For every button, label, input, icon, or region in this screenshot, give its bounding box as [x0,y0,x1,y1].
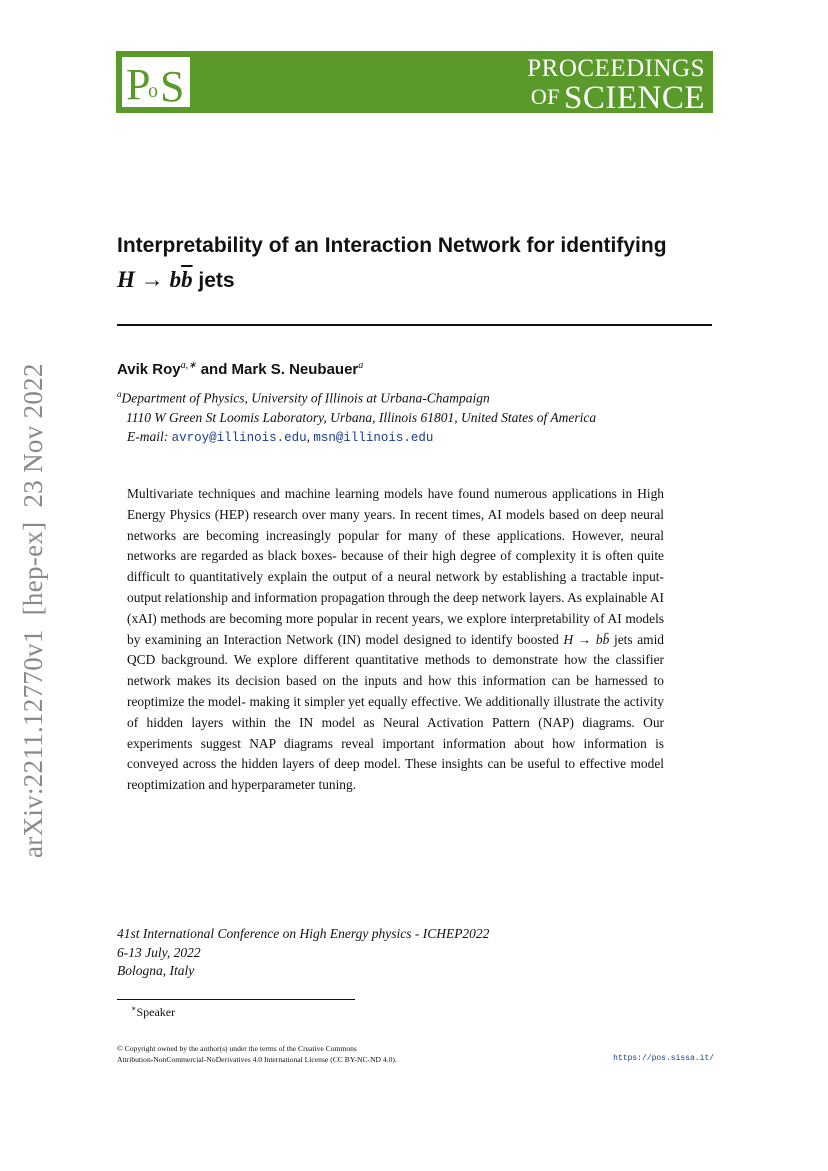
brand-science-line [527,82,705,115]
arxiv-date: 23 Nov 2022 [18,363,48,508]
affiliation-marker: a [117,389,122,399]
affiliation-line1: Department of Physics, University of Illinois at Urbana-Champaign [121,390,490,406]
paper-title [117,229,717,298]
title-math-bbar: $\overline{b}$ [181,267,193,292]
copyright-notice [117,1043,397,1065]
title-math-arrow: → [140,267,164,292]
author-list [117,360,363,378]
abstract-text-part1: Multivariate techniques and machine learning models have found numerous applications in High Energy Physics (HEP) research over many years. In recent times, AI models based on deep neural networks are becoming increasingly popular for many of these applications. However, neural networks are regarded as black boxes- because of their high degree of complexity it is often quite difficult to quantitatively explain the output of a neural network by establishing a tractable input-output relationship and information propagation through the deep network layers. As explainable AI (xAI) methods are becoming more popular in recent years, we explore interpretability of AI models by examining an Interaction Network (IN) model designed to identify boosted [127,486,664,647]
conference-dates: 6-13 July, 2022 [117,944,201,960]
copyright-line1: © Copyright owned by the author(s) under the terms of the Creative Commons [117,1044,357,1053]
brand-proceedings: PROCEEDINGS [527,55,705,82]
abstract-math: H → bb̄ [563,631,610,647]
footnote [131,1004,175,1020]
title-math-b: b [169,267,182,292]
proceedings-of-science-wordmark [527,53,705,115]
affiliation [117,385,596,427]
abstract-text-part2: jets amid QCD background. We explore different quantitative methods to demonstrate how the classifier network makes its decision based on the inputs and how this information can be harnessed to reoptimize the model- making it simpler yet equally effective. We additionally illustrate the activity of hidden layers within the IN model as Neural Activation Pattern (NAP) diagrams. Our experiments suggest NAP diagrams reveal important information about how information is conveyed across the hidden layers of deep model. These insights can be useful to effective model reoptimization and hyperparameter tuning. [127,631,664,793]
title-divider [117,324,712,326]
title-line1: Interpretability of an Interaction Network for identifying [117,234,667,257]
title-line2 [117,263,717,298]
footnote-text: Speaker [136,1005,176,1019]
svg-text:P: P [126,60,151,107]
abstract [127,484,664,796]
email-link-1[interactable]: avroy@illinois.edu [171,431,307,445]
conference-info [117,925,489,981]
svg-text:o: o [148,80,158,102]
conference-name: 41st International Conference on High Energy physics - ICHEP2022 [117,926,490,941]
pos-url-link[interactable]: https://pos.sissa.it/ [613,1054,714,1063]
footnote-marker: ∗ [131,1004,137,1013]
title-math-H: H [117,267,135,292]
email-link-2[interactable]: msn@illinois.edu [313,431,434,445]
footnote-divider [117,999,355,1000]
conference-location: Bologna, Italy [117,963,195,978]
author-1: Avik Roy [117,361,181,378]
author-2: Mark S. Neubauer [231,361,359,378]
brand-of: OF [530,84,560,109]
affiliation-line2: 1110 W Green St Loomis Laboratory, Urbana, Illinois 61801, United States of America [126,409,597,425]
author-2-affiliation: a [358,360,364,371]
arxiv-category: [hep-ex] [18,521,48,616]
email-separator: , [306,429,311,444]
pos-logo-graphic [122,57,190,107]
svg-text:S: S [160,62,185,107]
author-1-affiliation: a,∗ [180,360,197,371]
author-conjunction: and [200,361,228,378]
pos-logo [120,55,192,109]
brand-science: SCIENCE [563,80,705,116]
email-label: E-mail: [127,429,169,444]
arxiv-identifier-stamp [18,363,49,858]
pos-header-banner [116,51,713,116]
email-line [127,429,433,445]
title-suffix: jets [198,269,235,292]
copyright-line2: Attribution-NonCommercial-NoDerivatives 4.0 International License (CC BY-NC-ND 4.0). [117,1055,397,1064]
arxiv-id: arXiv:2211.12770v1 [18,629,48,858]
